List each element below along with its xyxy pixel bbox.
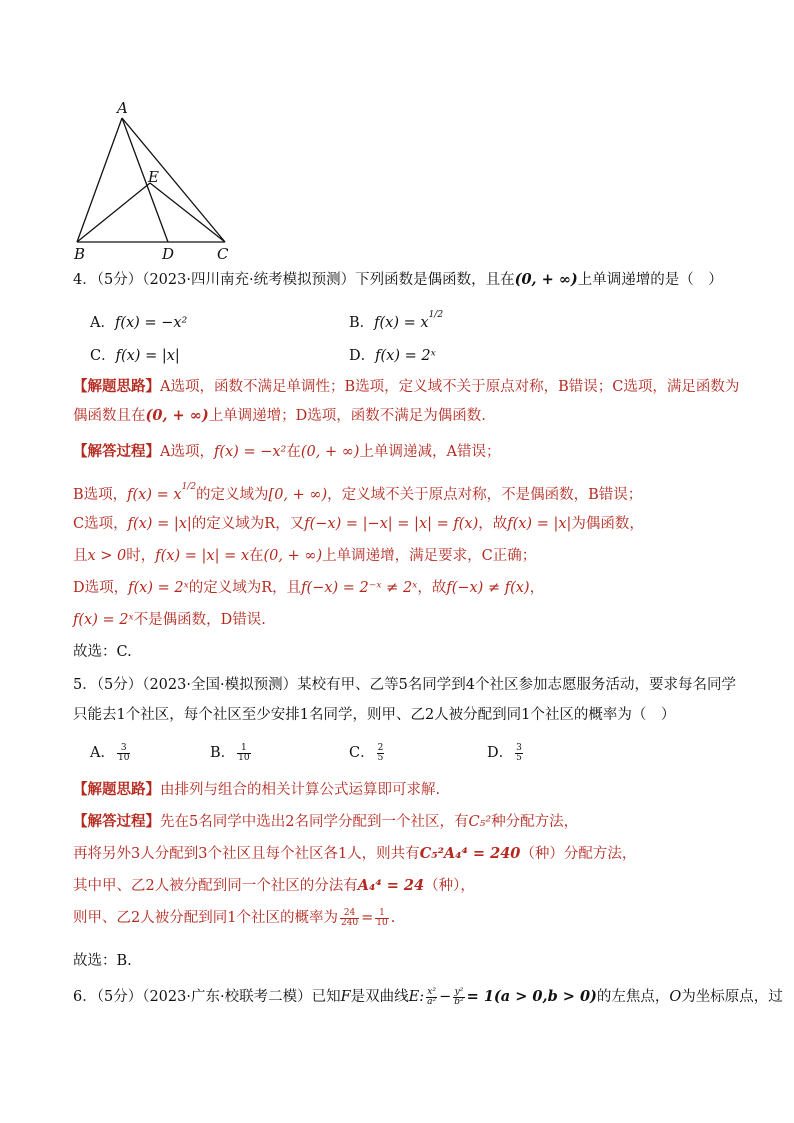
q4-p2d: [0, + ∞): [268, 486, 328, 503]
q5-option-c[interactable]: [349, 741, 386, 763]
q5-answer: 故选：B.: [73, 953, 132, 969]
q5-d-num: 3: [516, 742, 522, 753]
q4-p4e: 在: [249, 548, 264, 564]
q5-p4n1: 24: [340, 909, 359, 919]
label-a: A: [117, 99, 128, 117]
q4-option-b-label: B．: [349, 315, 375, 331]
q4-p4a: 且: [73, 548, 88, 564]
q6-se: = 1(a > 0,b > 0): [466, 988, 597, 1005]
q4-p3a: C选项，: [73, 516, 128, 532]
q5-p1b: C₅²: [468, 814, 492, 830]
q6-f2n: y²: [454, 986, 464, 997]
q6-sg: O: [669, 989, 682, 1005]
q5-option-d-fraction: [515, 744, 523, 763]
q4-p6b: 不是偶函数，D错误.: [133, 612, 266, 628]
q5-p1a: 先在5名同学中选出2名同学分配到一个社区，有: [160, 814, 469, 830]
q5-idea-tag: 【解题思路】: [73, 781, 160, 798]
q4-process-tag: 【解答过程】: [73, 443, 160, 460]
q4-answer: 故选：C.: [73, 644, 132, 660]
q4-idea-line-2: [73, 406, 486, 426]
q5-option-b-label: B．: [210, 745, 236, 761]
q5-p3b: A₄⁴ = 24: [357, 877, 425, 894]
q5-a-den: 10: [117, 752, 130, 763]
q6-frac-x: [426, 988, 437, 1007]
q4-process-line-3: [73, 514, 644, 534]
q5-p2a: 再将另外3人分配到3个社区且每个社区各1人，则共有: [73, 846, 420, 862]
q4-stem-end: 上单调递增的是（ ）: [577, 272, 723, 288]
segment-ec: [150, 183, 225, 242]
q4-p5b: f(x) = 2ˣ: [128, 580, 189, 596]
q4-p4c: 时，: [126, 548, 156, 564]
q4-option-c-formula: f(x) = |x|: [115, 348, 180, 364]
q5-p4d2: 10: [376, 917, 388, 928]
q4-p5c: 的定义域为R，且: [188, 580, 302, 596]
q4-p5e: ，故: [417, 580, 447, 596]
q5-p4d1: 240: [340, 917, 359, 928]
label-b: B: [74, 245, 86, 263]
q5-p4n2: 1: [375, 909, 388, 919]
q4-p1b: f(x) = −x²: [213, 444, 287, 460]
q5-b-num: 1: [237, 744, 250, 754]
q5-c-num: 2: [377, 742, 384, 753]
q4-p3g: 为偶函数，: [571, 516, 644, 532]
q5-c-den: 5: [377, 752, 384, 763]
q4-p3e: ，故: [478, 516, 508, 532]
q5-p2c: （种）分配方法，: [520, 846, 637, 862]
q5-option-b-fraction: [237, 744, 250, 763]
q4-process-line-1: [73, 442, 500, 462]
q4-option-b-exponent: 1/2: [428, 310, 444, 321]
q4-p2a: B选项，: [73, 486, 128, 503]
q5-option-d[interactable]: [487, 741, 525, 763]
q4-p3c: 的定义域为R，又: [191, 516, 305, 532]
q5-a-num: 3: [117, 744, 130, 754]
q5-stem-line-1: 5．（5分）（2023·全国·模拟预测）某校有甲、乙等5名同学到4个社区参加志愿服务活动，要求每名同学: [73, 677, 737, 693]
label-c: C: [217, 245, 229, 263]
q5-idea: [73, 780, 440, 800]
q4-p4f: (0, + ∞): [263, 548, 323, 564]
q4-p1d: (0, + ∞): [300, 444, 360, 460]
q6-sb: F: [340, 989, 351, 1005]
q4-process-line-4: [73, 546, 536, 566]
q5-d-den: 5: [516, 752, 522, 763]
q4-option-a-formula: f(x) = −x²: [114, 315, 188, 331]
q5-p4-frac2: [375, 909, 388, 928]
q4-p4g: 上单调递增，满足要求，C正确；: [322, 548, 537, 564]
q5-process-tag: 【解答过程】: [73, 813, 160, 830]
q6-sf: 的左焦点，: [596, 989, 670, 1005]
q4-option-c[interactable]: [90, 344, 180, 365]
q4-option-a-label: A．: [90, 315, 115, 331]
q4-idea-text-2a: 偶函数且在: [73, 408, 146, 424]
q4-p2b: f(x) = x: [127, 486, 182, 503]
q4-process-line-5: [73, 578, 544, 598]
q6-f2d: b²: [454, 996, 464, 1007]
q6-sc: 是双曲线: [350, 989, 409, 1005]
q5-process-line-1: [73, 812, 578, 832]
q4-p1a: A选项，: [160, 444, 214, 460]
q4-idea-line-1: [73, 377, 739, 397]
q6-sd: E:: [408, 989, 425, 1005]
q4-option-c-label: C．: [90, 348, 116, 364]
q4-idea-text-1: A选项，函数不满足单调性；B选项，定义域不关于原点对称，B错误；C选项，满足函数为: [160, 379, 740, 395]
q5-process-line-2: [73, 844, 636, 864]
q5-option-a-fraction: [117, 744, 130, 763]
q4-p3d: f(−x) = |−x| = |x| = f(x): [304, 516, 479, 532]
q4-idea-interval: (0, + ∞): [145, 407, 209, 424]
q4-p6a: f(x) = 2ˣ: [73, 612, 134, 628]
q4-process-line-6: [73, 610, 266, 630]
segment-ac: [122, 118, 225, 242]
q4-p5d: f(−x) = 2⁻ˣ ≠ 2ˣ: [301, 580, 418, 596]
q6-f1n: x²: [427, 986, 436, 997]
q4-p3f: f(x) = |x|: [507, 516, 572, 532]
q5-p4a: 则甲、乙2人被分配到同1个社区的概率为: [73, 910, 338, 926]
q5-p4eq: =: [361, 910, 374, 926]
q4-p5a: D选项，: [73, 580, 129, 596]
q5-idea-text: 由排列与组合的相关计算公式运算即可求解.: [160, 782, 441, 798]
q5-option-c-label: C．: [349, 745, 375, 761]
q4-p3b: f(x) = |x|: [127, 516, 192, 532]
q5-p2b: C₅²A₄⁴ = 240: [419, 845, 521, 862]
q5-process-line-4: [73, 908, 395, 928]
q4-p1c: 在: [286, 444, 301, 460]
label-e: E: [148, 168, 159, 186]
q5-p3c: （种），: [424, 878, 475, 894]
q4-stem: [73, 270, 723, 290]
q4-p5f: f(−x) ≠ f(x): [446, 580, 530, 596]
q4-option-b-formula: f(x) = x: [374, 315, 429, 331]
q6-sh: 为坐标原点，过: [681, 989, 783, 1005]
q4-process-line-2: [73, 481, 642, 505]
q4-stem-interval: (0, + ∞): [514, 271, 578, 288]
q5-process-line-3: [73, 876, 475, 896]
q6-frac-y: [453, 988, 464, 1007]
q6-sa: 6．（5分）（2023·广东·校联考二模）已知: [73, 989, 341, 1005]
q5-p3a: 其中甲、乙2人被分配到同一个社区的分法有: [73, 878, 358, 894]
q5-b-den: 10: [238, 752, 250, 763]
q5-option-d-label: D．: [487, 745, 514, 761]
q5-option-a-label: A．: [90, 745, 115, 761]
q4-p5g: ，: [529, 580, 545, 596]
label-d: D: [162, 245, 175, 263]
q4-p4b: x > 0: [87, 548, 127, 564]
q4-option-d-label: D．: [349, 348, 376, 364]
q4-p4d: f(x) = |x| = x: [155, 548, 250, 564]
q5-option-b[interactable]: [210, 741, 253, 763]
q4-p1e: 上单调递减，A错误；: [359, 444, 501, 460]
q6-f1d: a²: [427, 996, 437, 1007]
q4-option-d-formula: f(x) = 2ˣ: [375, 348, 436, 364]
segment-ad: [122, 118, 168, 242]
q5-stem-line-2: 只能去1个社区，每个社区至少安排1名同学，则甲、乙2人被分配到同1个社区的概率为（ ）: [73, 707, 676, 723]
q4-option-d[interactable]: [349, 344, 436, 365]
q4-option-a[interactable]: [90, 311, 187, 332]
q5-p4-frac1: [340, 909, 359, 928]
triangle-figure: [60, 96, 250, 266]
q5-p1c: 种分配方法，: [491, 814, 579, 830]
q6-minus: −: [439, 989, 452, 1005]
q5-option-a[interactable]: [90, 741, 132, 763]
q4-stem-text: 4．（5分）（2023·四川南充·统考模拟预测）下列函数是偶函数，且在: [73, 272, 515, 288]
q6-stem: [73, 987, 783, 1007]
q4-idea-tag: 【解题思路】: [73, 378, 160, 395]
q4-p2exp: 1/2: [181, 482, 197, 492]
q4-p2e: ，定义域不关于原点对称，不是偶函数，B错误；: [327, 486, 643, 503]
q5-p4end: .: [390, 910, 396, 926]
q4-option-b[interactable]: [349, 311, 443, 332]
q5-option-c-fraction: [377, 744, 385, 763]
q4-idea-text-2c: 上单调递增；D选项，函数不满足为偶函数.: [208, 408, 486, 424]
q4-p2c: 的定义域为: [196, 486, 269, 503]
